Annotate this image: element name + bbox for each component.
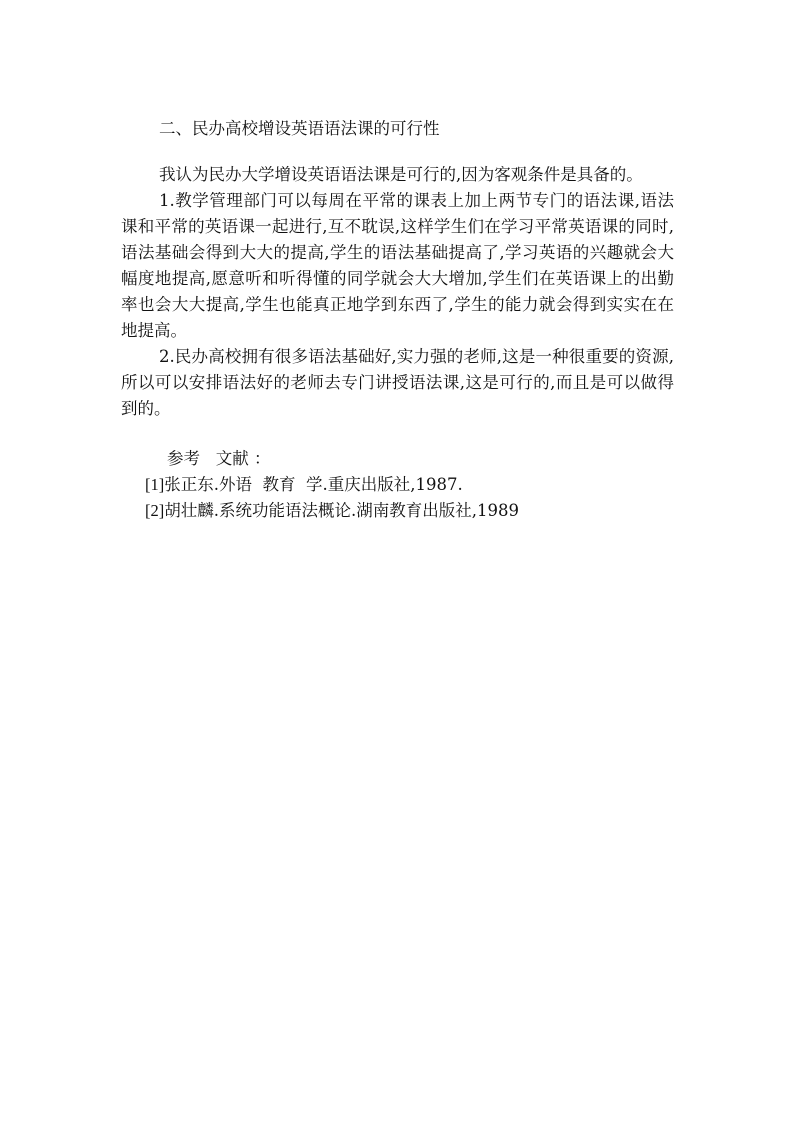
intro-paragraph: 我认为民办大学增设英语语法课是可行的,因为客观条件是具备的。	[159, 165, 643, 184]
reference-item	[121, 498, 674, 524]
references-section	[121, 446, 674, 524]
reference-number: [1]	[145, 475, 165, 494]
point-2-paragraph: 2.民办高校拥有很多语法基础好,实力强的老师,这是一种很重要的资源,所以可以安排语法好的老师去专门讲授语法课,这是可行的,而且是可以做得到的。	[121, 347, 674, 418]
reference-number: [2]	[145, 501, 165, 520]
section-heading: 二、民办高校增设英语语法课的可行性	[159, 119, 440, 138]
document-body	[121, 116, 674, 524]
reference-text: 胡壮麟.系统功能语法概论.湖南教育出版社,1989	[164, 501, 519, 520]
references-title: 参考 文献 ：	[167, 449, 271, 468]
reference-item	[121, 472, 674, 498]
point-1-paragraph: 1.教学管理部门可以每周在平常的课表上加上两节专门的语法课,语法课和平常的英语课一起进行,互不耽误,这样学生们在学习平常英语课的同时,语法基础会得到大大的提高,学生的语法基础提高了,学习英语的兴趣就会大幅度地提高,愿意听和听得懂的同学就会大大增加,学生们在英语课上的出勤率也会大大提高,学生也能真正地学到东西了,学生的能力就会得到实实在在地提高。	[121, 191, 674, 340]
reference-text: 张正东.外语 教育 学.重庆出版社,1987.	[164, 475, 463, 494]
